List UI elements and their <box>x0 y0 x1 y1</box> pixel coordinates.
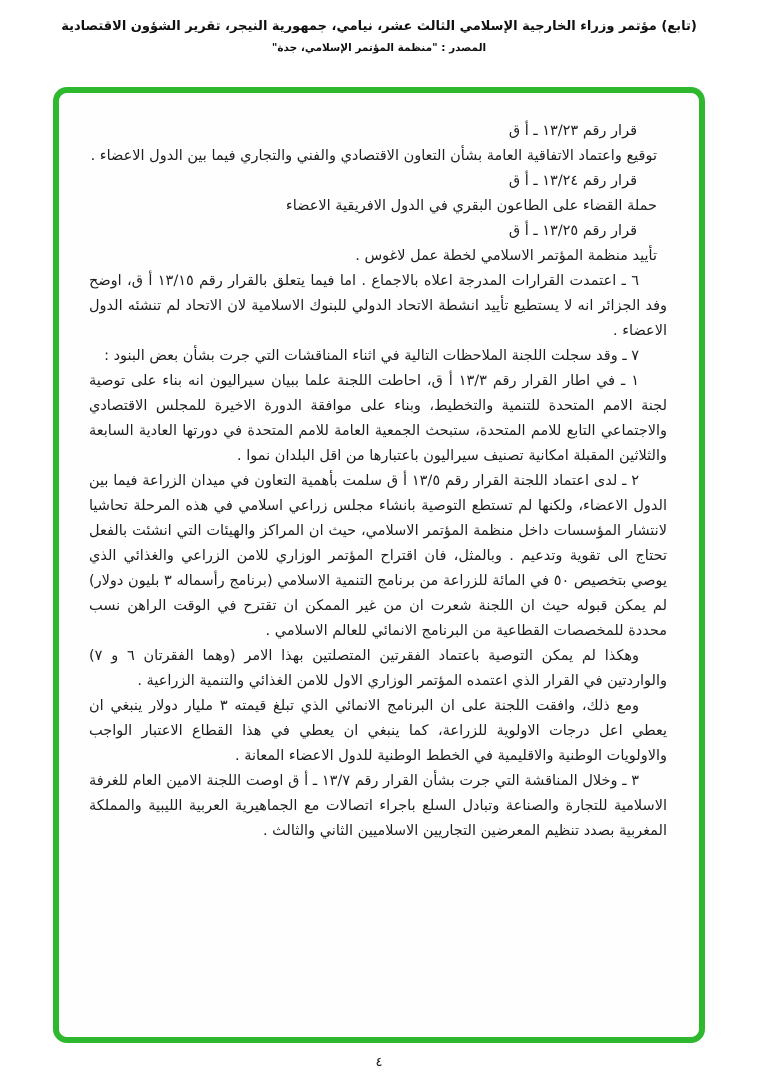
resolution-heading: قرار رقم ١٣/٢٥ ـ أ ق <box>508 223 637 239</box>
page-number: ٤ <box>375 1055 383 1070</box>
paragraph: ٦ ـ اعتمدت القرارات المدرجة اعلاه بالاجماع . اما فيما يتعلق بالقرار رقم ١٣/١٥ أ ق، اوضح وفد الجزائر انه لا يستطيع تأييد انشطة الاتحاد الدولي للبنوك الاسلامية لان الاتحاد لم تنشئه الدول الاعضاء . <box>89 273 667 339</box>
header-source: المصدر : "منظمة المؤتمر الإسلامي، جدة" <box>271 42 487 55</box>
paragraph: ٣ ـ وخلال المناقشة التي جرت بشأن القرار رقم ١٣/٧ ـ أ ق اوصت اللجنة الامين العام للغرفة الاسلامية للتجارة والصناعة وتبادل السلع باجراء اتصالات مع الجماهيرية العربية الليبية والمملكة المغربية بصدد تنظيم المعرضين التجاريين الاسلاميين الثاني والثالث . <box>89 773 667 839</box>
scan-frame <box>53 87 705 1043</box>
paragraph: وهكذا لم يمكن التوصية باعتماد الفقرتين المتصلتين بهذا الامر (وهما الفقرتان ٦ و ٧) والواردتين في القرار الذي اعتمده المؤتمر الوزاري الاول للامن الغذائي والتنمية الزراعية . <box>89 648 667 689</box>
paragraph: توقيع واعتماد الاتفاقية العامة بشأن التعاون الاقتصادي والفني والتجاري فيما بين الدول الاعضاء . <box>90 148 657 164</box>
paragraph: ٢ ـ لدى اعتماد اللجنة القرار رقم ١٣/٥ أ ق سلمت بأهمية التعاون في ميدان الزراعة فيما بين الدول الاعضاء، ولكنها لم تستطع التوصية بانشاء مجلس زراعي اسلامي في هذه المرحلة تحاشيا لانتشار المؤسسات داخل منظمة المؤتمر الاسلامي، حيث ان المراكز والهيئات التي انشئت بالفعل تحتاج الى تقوية وتدعيم . وبالمثل، فان اقتراح المؤتمر الوزاري للامن الزراعي والغذائي الذي يوصي بتخصيص ٥٠ في المائة للزراعة من برنامج التنمية الاسلامي (برنامج رأسماله ٣ بليون دولار) لم يمكن قبوله حيث ان اللجنة شعرت ان من غير الممكن ان تقترح في الوقت الراهن نسب محددة للمخصصات القطاعية من البرنامج الانمائي للعالم الاسلامي . <box>89 473 667 639</box>
document-body <box>89 117 667 1029</box>
header-title: (تابع) مؤتمر وزراء الخارجية الإسلامي الثالث عشر، نيامي، جمهورية النيجر، تقرير الشؤون الاقتصادية <box>61 19 697 34</box>
paragraph: حملة القضاء على الطاعون البقري في الدول الافريقية الاعضاء <box>285 198 657 214</box>
resolution-heading: قرار رقم ١٣/٢٣ ـ أ ق <box>508 123 637 139</box>
paragraph: ٧ ـ وقد سجلت اللجنة الملاحظات التالية في اثناء المناقشات التي جرت بشأن بعض البنود : <box>104 348 639 364</box>
paragraph: ومع ذلك، وافقت اللجنة على ان البرنامج الانمائي الذي تبلغ قيمته ٣ مليار دولار ينبغي ان يعطي اعل درجات الاولوية للزراعة، كما ينبغي ان يعطي في هذا القطاع الاعتبار الواجب والاولويات الوطنية والاقليمية في الخطط الوطنية للدول الاعضاء المعانة . <box>89 698 667 764</box>
document-header <box>30 18 728 54</box>
paragraph: ١ ـ في اطار القرار رقم ١٣/٣ أ ق، احاطت اللجنة علما ببيان سيراليون انه بناء على توصية لجنة الامم المتحدة للتنمية والتخطيط، وبناء على موافقة الدورة الاخيرة للمجلس الاقتصادي والاجتماعي التابع للامم المتحدة، ستبحث الجمعية العامة للامم المتحدة في دورتها العادية السابعة والثلاثين المقبلة امكانية تصنيف سيراليون باعتبارها من اقل البلدان نموا . <box>89 373 667 464</box>
resolution-heading: قرار رقم ١٣/٢٤ ـ أ ق <box>508 173 637 189</box>
paragraph: تأييد منظمة المؤتمر الاسلامي لخطة عمل لاغوس . <box>355 248 657 264</box>
